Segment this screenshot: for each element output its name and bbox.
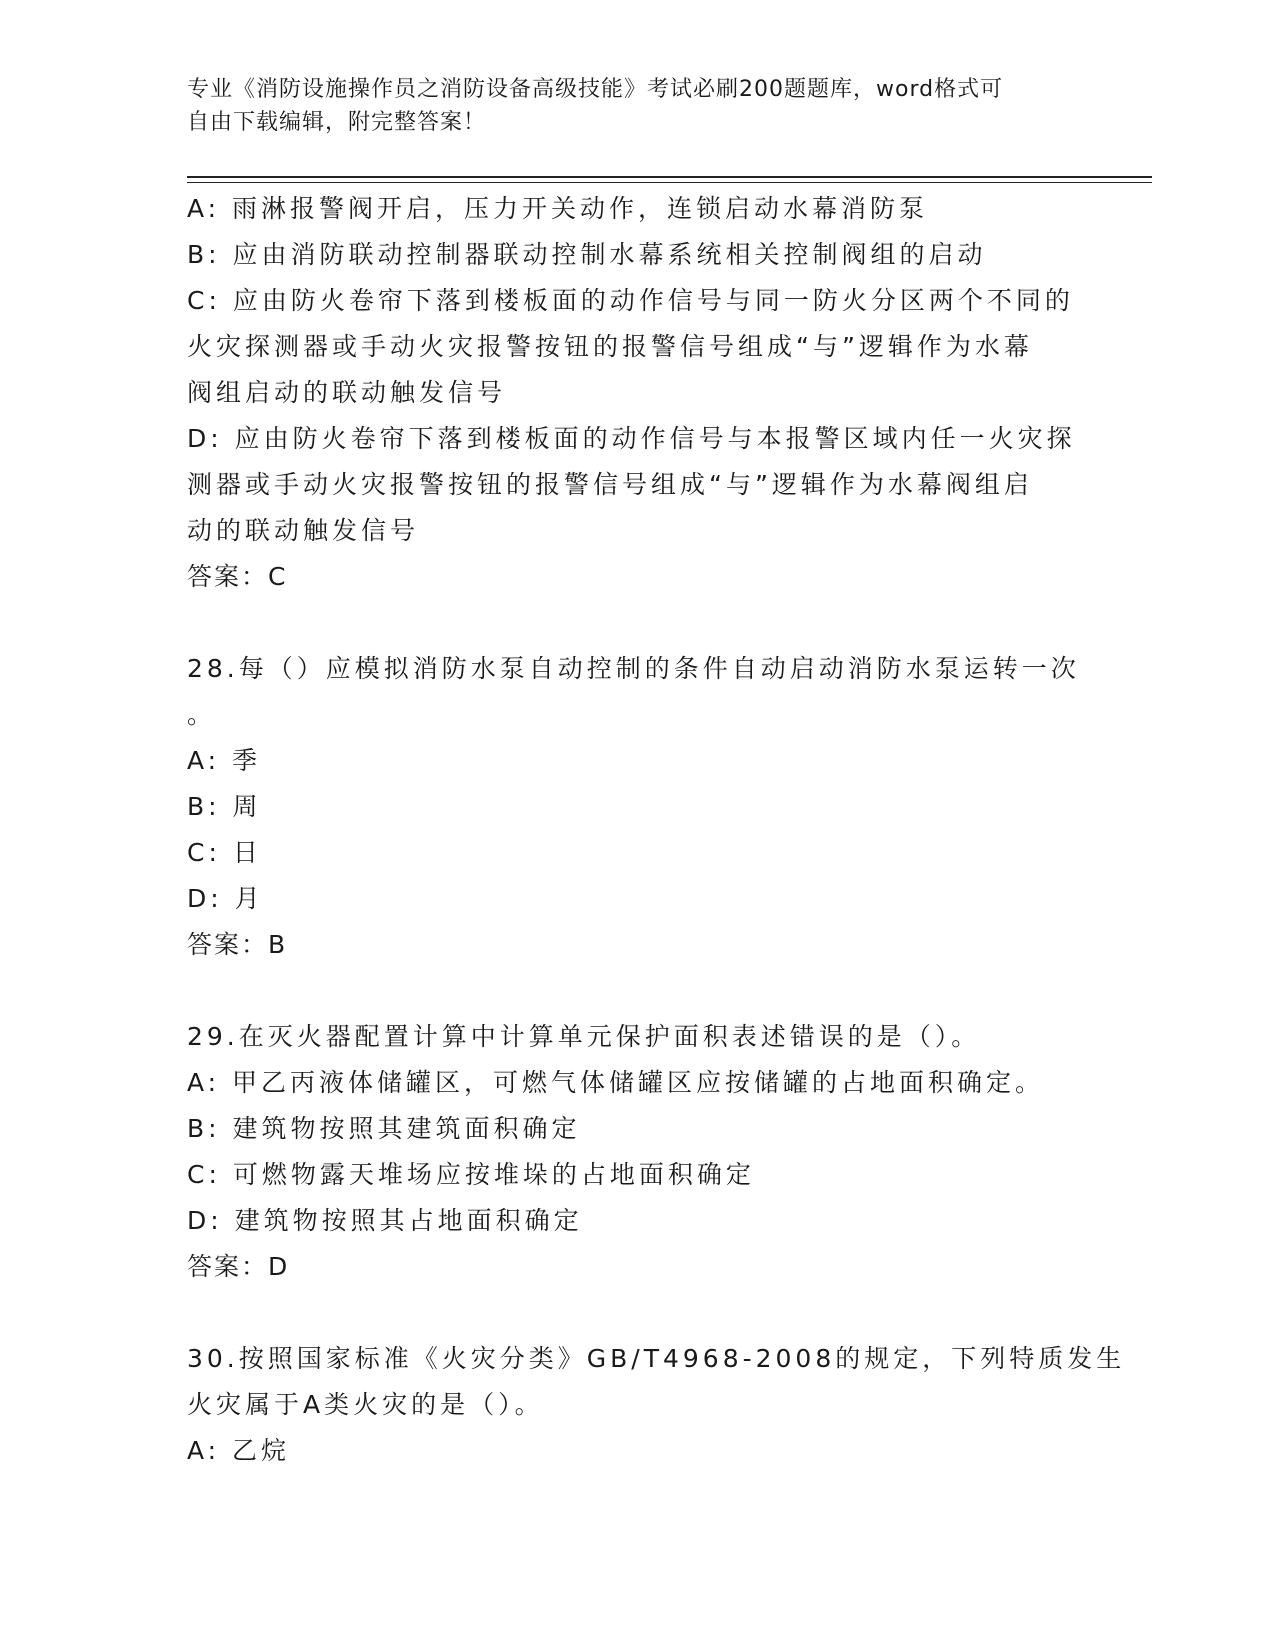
q28-stem-line2: 。 [187,700,217,729]
q27-option-d-line3: 动的联动触发信号 [187,516,420,545]
q30-option-a: A: 乙烷 [187,1436,291,1465]
q30-stem-line2: 火灾属于A类火灾的是（）。 [187,1390,544,1419]
header-divider-thin [187,182,1152,183]
q29-option-d: D: 建筑物按照其占地面积确定 [187,1206,583,1235]
q28-option-b: B: 周 [187,792,262,821]
q29-answer: 答案：D [187,1252,290,1281]
question-28 [187,646,1087,968]
q28-option-d: D: 月 [187,884,264,913]
q28-stem-line1: 28.每（）应模拟消防水泵自动控制的条件自动启动消防水泵运转一次 [187,654,1080,683]
header-line-2: 自由下载编辑，附完整答案！ [187,110,487,135]
document-header [187,73,1067,139]
q30-stem-line1: 30.按照国家标准《火灾分类》GB/T4968-2008的规定，下列特质发生 [187,1344,1126,1373]
header-line-1: 专业《消防设施操作员之消防设备高级技能》考试必刷200题题库，word格式可 [187,77,1004,102]
q27-option-c-line1: C: 应由防火卷帘下落到楼板面的动作信号与同一防火分区两个不同的 [187,286,1074,315]
question-27 [187,186,1087,600]
question-29 [187,1014,1087,1290]
q28-option-a: A: 季 [187,746,262,775]
question-content [187,186,1126,1474]
q27-option-b: B: 应由消防联动控制器联动控制水幕系统相关控制阀组的启动 [187,240,987,269]
q28-answer: 答案：B [187,930,288,959]
header-divider-thick [187,176,1152,178]
q29-option-b: B: 建筑物按照其建筑面积确定 [187,1114,581,1143]
spacer [187,968,1087,1014]
spacer [187,1290,1087,1336]
spacer [187,600,1087,646]
q27-option-c-line3: 阀组启动的联动触发信号 [187,378,507,407]
q27-option-d-line2: 测器或手动火灾报警按钮的报警信号组成“与”逻辑作为水幕阀组启 [187,470,1033,499]
q29-option-c: C: 可燃物露天堆场应按堆垛的占地面积确定 [187,1160,755,1189]
question-30 [187,1336,1126,1474]
q28-option-c: C: 日 [187,838,262,867]
q27-option-a: A: 雨淋报警阀开启，压力开关动作，连锁启动水幕消防泵 [187,194,929,223]
q27-option-d-line1: D: 应由防火卷帘下落到楼板面的动作信号与本报警区域内任一火灾探 [187,424,1076,453]
q29-stem: 29.在灭火器配置计算中计算单元保护面积表述错误的是（）。 [187,1022,981,1051]
q27-option-c-line2: 火灾探测器或手动火灾报警按钮的报警信号组成“与”逻辑作为水幕 [187,332,1033,361]
q27-answer: 答案：C [187,562,288,591]
q29-option-a: A: 甲乙丙液体储罐区，可燃气体储罐区应按储罐的占地面积确定。 [187,1068,1045,1097]
